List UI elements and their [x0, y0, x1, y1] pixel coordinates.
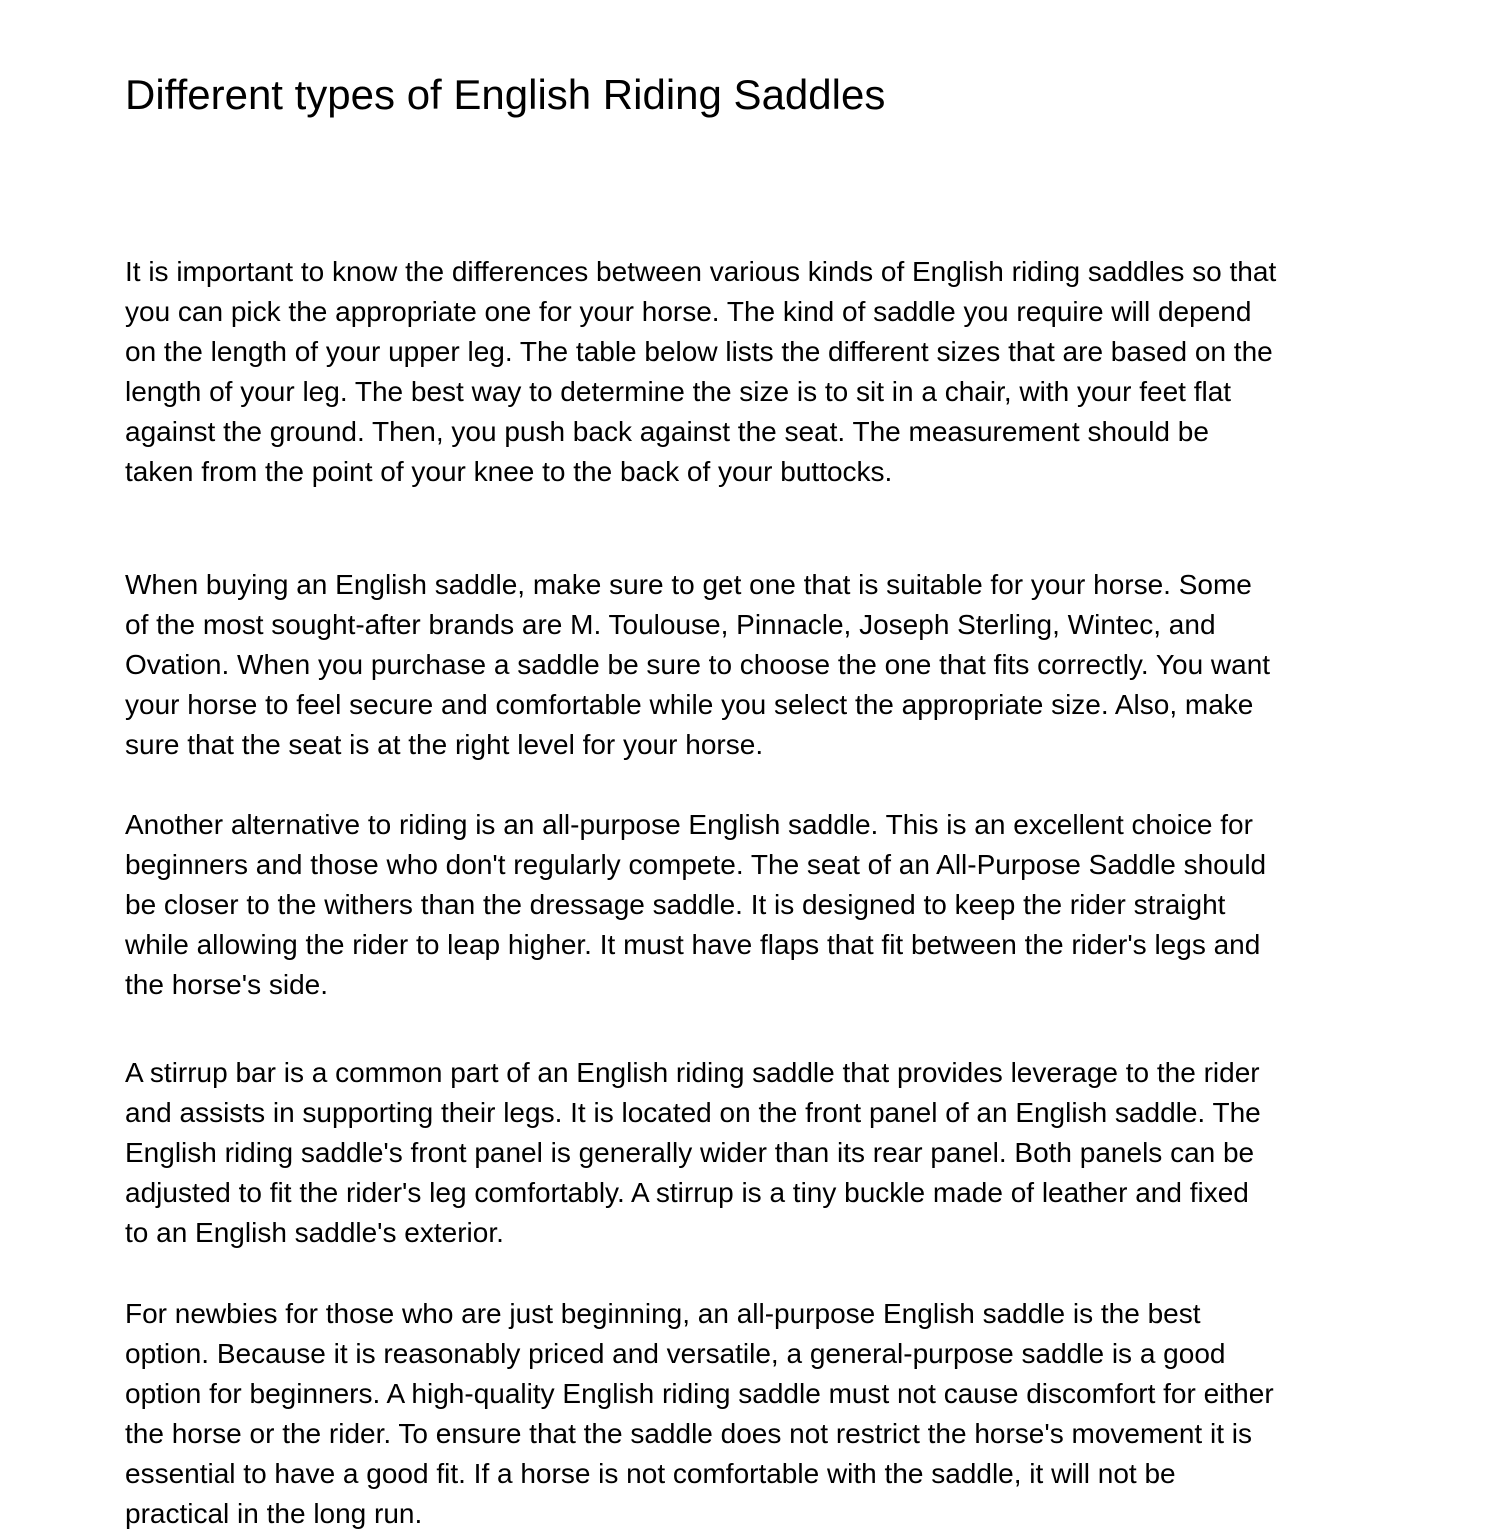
document-title: Different types of English Riding Saddles — [125, 71, 886, 118]
paragraph-all-purpose — [125, 805, 1400, 1005]
text-line: essential to have a good fit. If a horse is not comfortable with the saddle, it will not be — [125, 1458, 1176, 1489]
text-line: option. Because it is reasonably priced and versatile, a general-purpose saddle is a good — [125, 1338, 1226, 1369]
clipped-text-line: practical in the long run. — [125, 1498, 423, 1529]
text-line: taken from the point of your knee to the back of your buttocks. — [125, 456, 893, 487]
text-line: Another alternative to riding is an all-purpose English saddle. This is an excellent choice for — [125, 809, 1253, 840]
text-line: sure that the seat is at the right level for your horse. — [125, 729, 764, 760]
text-line: For newbies for those who are just beginning, an all-purpose English saddle is the best — [125, 1298, 1201, 1329]
text-line: the horse's side. — [125, 969, 329, 1000]
paragraph-stirrup-bar — [125, 1053, 1400, 1253]
text-line: adjusted to fit the rider's leg comfortably. A stirrup is a tiny buckle made of leather and fixed — [125, 1177, 1249, 1208]
text-line: of the most sought-after brands are M. Toulouse, Pinnacle, Joseph Sterling, Wintec, and — [125, 609, 1216, 640]
text-line: to an English saddle's exterior. — [125, 1217, 504, 1248]
text-line: while allowing the rider to leap higher. It must have flaps that fit between the rider's legs and — [125, 929, 1261, 960]
text-line: When buying an English saddle, make sure to get one that is suitable for your horse. Some — [125, 569, 1252, 600]
text-line: against the ground. Then, you push back against the seat. The measurement should be — [125, 416, 1209, 447]
text-line: option for beginners. A high-quality English riding saddle must not cause discomfort for either — [125, 1378, 1274, 1409]
paragraph-intro — [125, 252, 1400, 492]
text-line: on the length of your upper leg. The table below lists the different sizes that are based on the — [125, 336, 1273, 367]
text-line: beginners and those who don't regularly compete. The seat of an All-Purpose Saddle should — [125, 849, 1267, 880]
text-line: A stirrup bar is a common part of an English riding saddle that provides leverage to the rider — [125, 1057, 1260, 1088]
text-line: your horse to feel secure and comfortable while you select the appropriate size. Also, make — [125, 689, 1254, 720]
text-line: length of your leg. The best way to determine the size is to sit in a chair, with your feet flat — [125, 376, 1232, 407]
text-line: Ovation. When you purchase a saddle be sure to choose the one that fits correctly. You want — [125, 649, 1271, 680]
text-line: and assists in supporting their legs. It is located on the front panel of an English saddle. The — [125, 1097, 1261, 1128]
text-line: English riding saddle's front panel is generally wider than its rear panel. Both panels can be — [125, 1137, 1255, 1168]
paragraph-newbies — [125, 1294, 1400, 1534]
text-line: you can pick the appropriate one for your horse. The kind of saddle you require will depend — [125, 296, 1252, 327]
text-line: It is important to know the differences between various kinds of English riding saddles so that — [125, 256, 1277, 287]
paragraph-buying — [125, 565, 1400, 765]
text-line: the horse or the rider. To ensure that the saddle does not restrict the horse's movement it is — [125, 1418, 1252, 1449]
text-line: be closer to the withers than the dressage saddle. It is designed to keep the rider straight — [125, 889, 1226, 920]
